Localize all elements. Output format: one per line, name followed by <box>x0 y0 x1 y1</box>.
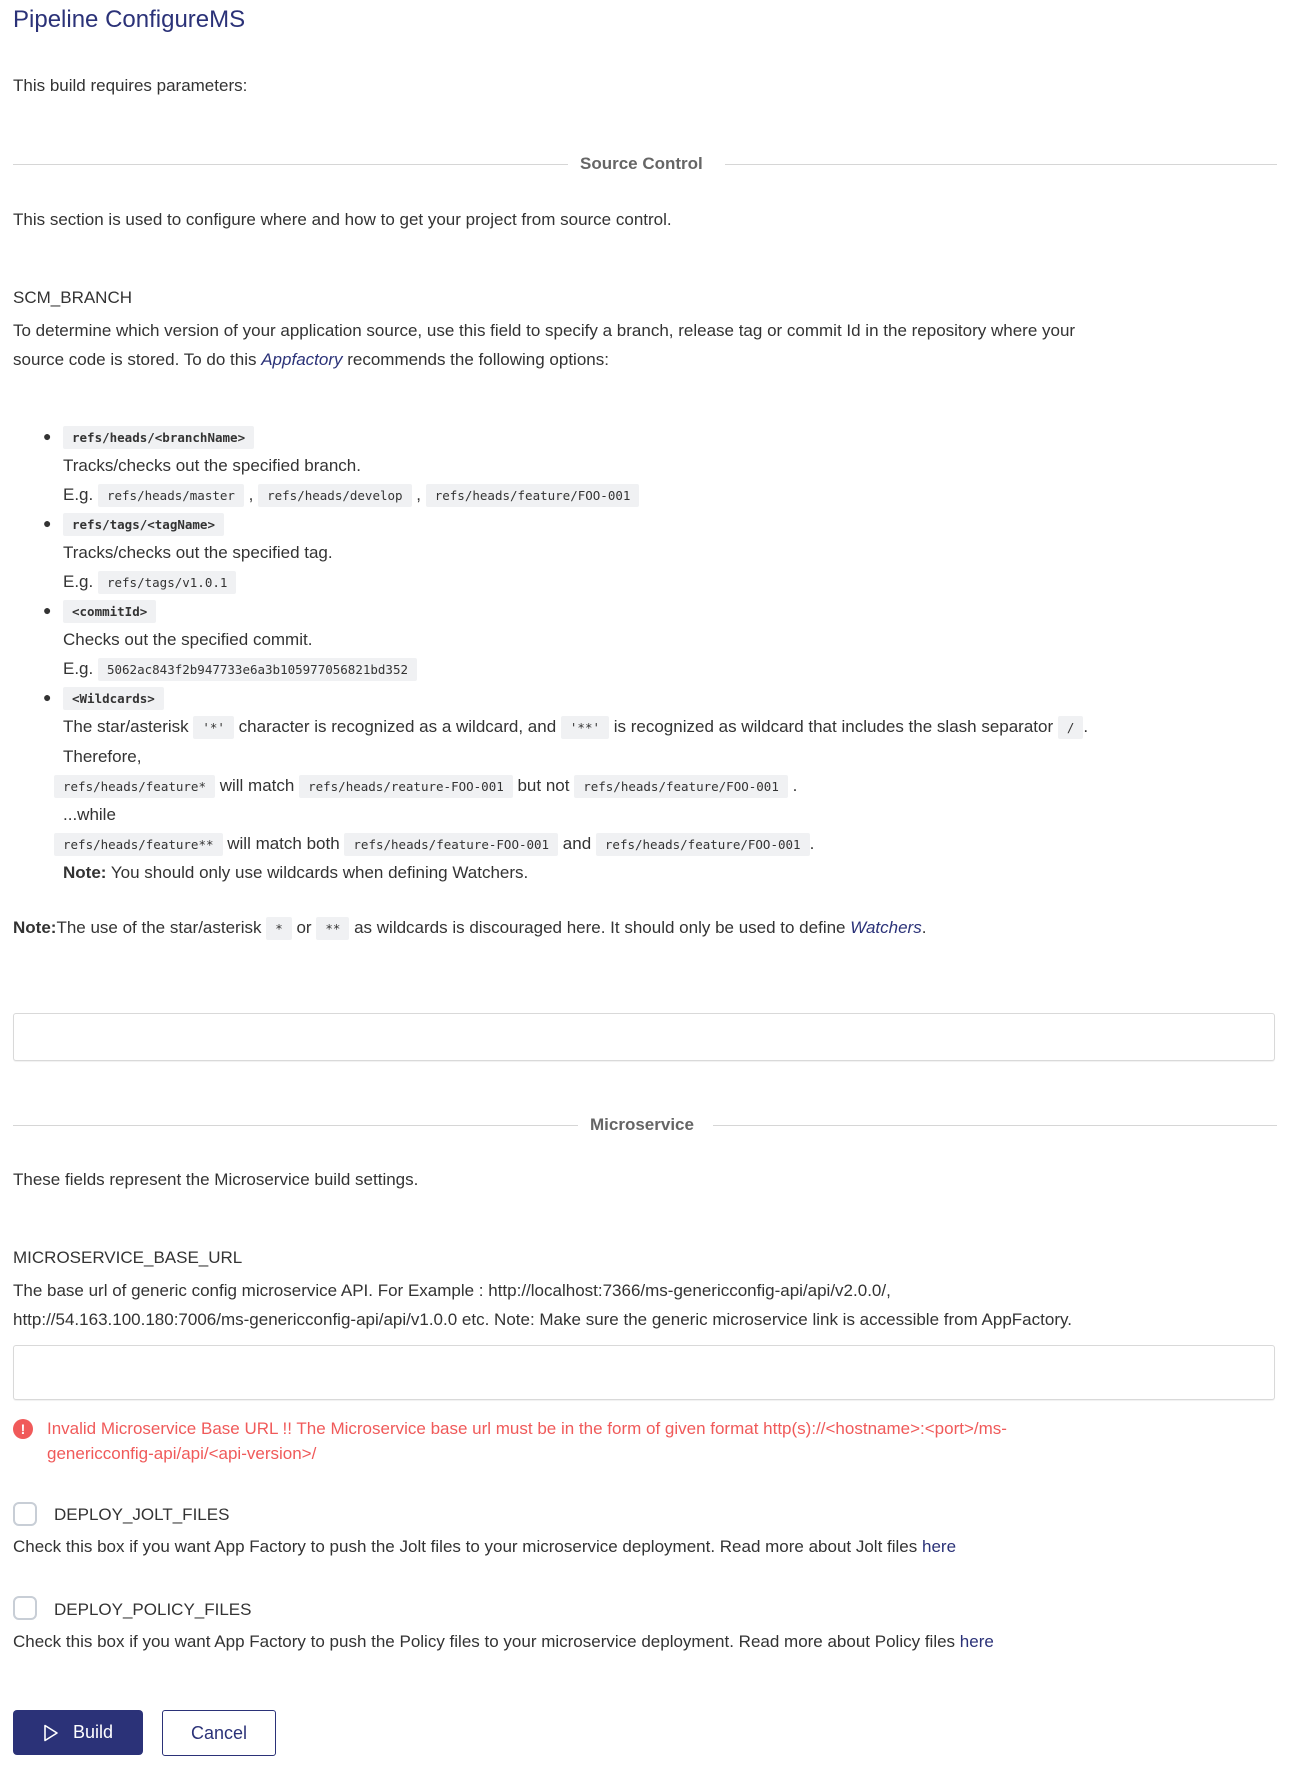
appfactory-link[interactable]: Appfactory <box>261 350 343 369</box>
text: Therefore, <box>63 747 142 766</box>
param-description <box>13 1276 1275 1334</box>
bullet: ● <box>43 515 52 531</box>
play-icon <box>43 1724 59 1742</box>
inline-code: refs/heads/feature** <box>54 833 223 856</box>
text: as wildcards is discouraged here. It should only be used to define <box>349 918 851 937</box>
text: recommends the following options: <box>342 350 609 369</box>
error-line: genericconfig-api/api/<api-version>/ <box>47 1444 317 1463</box>
checkbox-description <box>13 1537 956 1557</box>
inline-code: '**' <box>561 716 609 739</box>
list-item <box>40 596 1280 683</box>
text: Check this box if you want App Factory to push the Jolt files to your microservice deployment. Read more about Jolt files <box>13 1537 922 1556</box>
eg-label: E.g. <box>63 485 94 504</box>
text: The star/asterisk <box>63 717 194 736</box>
separator-line <box>713 1125 1277 1126</box>
text: or <box>291 918 317 937</box>
text: . <box>921 918 927 937</box>
build-button[interactable] <box>13 1710 143 1755</box>
text: but not <box>512 776 575 795</box>
param-description <box>13 316 1275 374</box>
wildcard-note <box>13 918 926 938</box>
validation-error <box>13 1416 1275 1466</box>
text: . <box>1083 717 1089 736</box>
eg-label: E.g. <box>63 572 94 591</box>
inline-code: refs/heads/feature/FOO-001 <box>596 833 810 856</box>
separator-line <box>725 164 1277 165</box>
bullet: ● <box>43 602 52 618</box>
section-label: Source Control <box>568 154 715 174</box>
inline-code: refs/heads/feature-FOO-001 <box>344 833 558 856</box>
text: will match both <box>222 834 345 853</box>
bullet: ● <box>43 428 52 444</box>
text: . <box>792 776 798 795</box>
separator-line <box>13 1125 578 1126</box>
inline-code: refs/heads/reature-FOO-001 <box>299 775 513 798</box>
checkbox-label: DEPLOY_JOLT_FILES <box>54 1505 230 1524</box>
example-code: refs/tags/v1.0.1 <box>98 571 236 594</box>
note-label: Note: <box>13 918 57 937</box>
inline-code: refs/heads/feature* <box>54 775 215 798</box>
note-label: Note: <box>63 863 107 882</box>
build-label: Build <box>72 1722 114 1742</box>
bullet: ● <box>43 689 52 705</box>
error-line: Invalid Microservice Base URL !! The Microservice base url must be in the form of given format http(s)://<hostname>:<port>/ms- <box>47 1419 1007 1438</box>
inline-code: refs/heads/feature/FOO-001 <box>574 775 788 798</box>
option-code: refs/tags/<tagName> <box>63 513 224 536</box>
option-code: <commitId> <box>63 600 156 623</box>
section-separator-microservice <box>13 1115 1277 1135</box>
section-description: This section is used to configure where and how to get your project from source control. <box>13 210 672 229</box>
inline-code: '*' <box>193 716 234 739</box>
section-label: Microservice <box>578 1115 706 1135</box>
cancel-button[interactable]: Cancel <box>162 1710 276 1756</box>
text: ...while <box>63 805 116 824</box>
eg-label: E.g. <box>63 659 94 678</box>
inline-code: ** <box>316 917 349 940</box>
section-description: These fields represent the Microservice build settings. <box>13 1170 419 1189</box>
inline-code: / <box>1058 716 1084 739</box>
list-item <box>40 509 1280 596</box>
text: character is recognized as a wildcard, and <box>233 717 561 736</box>
text: Check this box if you want App Factory to push the Policy files to your microservice deployment. Read more about Policy files <box>13 1632 960 1651</box>
text: and <box>558 834 596 853</box>
error-icon: ! <box>13 1419 33 1439</box>
text: The use of the star/asterisk <box>56 918 267 937</box>
example-code: 5062ac843f2b947733e6a3b105977056821bd352 <box>98 658 417 681</box>
list-item: ● refs/heads/<branchName> Tracks/checks out the specified branch. E.g. refs/heads/master , refs/heads/develop , refs/heads/feature/FOO-001 <box>40 422 1280 509</box>
description-line <box>13 345 1275 374</box>
text: will match <box>215 776 300 795</box>
scm-branch-input[interactable] <box>14 1014 1274 1060</box>
option-desc: Tracks/checks out the specified branch. <box>63 456 361 475</box>
watchers-link[interactable]: Watchers <box>850 918 922 937</box>
microservice-base-url-input-wrapper <box>13 1345 1275 1400</box>
option-desc: Tracks/checks out the specified tag. <box>63 543 333 562</box>
text: . <box>809 834 815 853</box>
jolt-files-link[interactable]: here <box>922 1537 957 1556</box>
policy-files-link[interactable]: here <box>959 1632 994 1651</box>
note-text: You should only use wildcards when defining Watchers. <box>106 863 529 882</box>
option-code: refs/heads/<branchName> <box>63 426 254 449</box>
example-code: refs/heads/develop <box>258 484 411 507</box>
scm-branch-input-wrapper <box>13 1013 1275 1061</box>
text: is recognized as wildcard that includes the slash separator <box>609 717 1058 736</box>
checkbox-description <box>13 1632 994 1652</box>
list-item <box>40 683 1280 887</box>
checkbox-label: DEPLOY_POLICY_FILES <box>54 1600 252 1619</box>
intro-text: This build requires parameters: <box>13 76 248 95</box>
microservice-base-url-input[interactable] <box>14 1346 1274 1399</box>
description-line: http://54.163.100.180:7006/ms-genericconfig-api/api/v1.0.0 etc. Note: Make sure the generic microservice link is accessible from AppFactory. <box>13 1310 1072 1329</box>
text: source code is stored. To do this <box>13 350 262 369</box>
param-name-scm-branch: SCM_BRANCH <box>13 288 133 307</box>
page-title: Pipeline ConfigureMS <box>13 6 246 33</box>
description-line: The base url of generic config microservice API. For Example : http://localhost:7366/ms-genericconfig-api/api/v2.0.0/, <box>13 1281 891 1300</box>
deploy-policy-files-checkbox[interactable] <box>13 1596 37 1620</box>
option-desc: Checks out the specified commit. <box>63 630 313 649</box>
section-separator-source-control <box>13 154 1277 174</box>
separator-line <box>13 164 568 165</box>
param-name-microservice-base-url: MICROSERVICE_BASE_URL <box>13 1248 243 1267</box>
deploy-jolt-files-checkbox[interactable] <box>13 1502 37 1526</box>
example-code: refs/heads/feature/FOO-001 <box>426 484 640 507</box>
options-list <box>40 422 1280 887</box>
option-code: <Wildcards> <box>63 687 164 710</box>
example-code: refs/heads/master <box>98 484 244 507</box>
inline-code: * <box>266 917 292 940</box>
description-line: To determine which version of your application source, use this field to specify a branch, release tag or commit Id in the repository where your <box>13 321 1076 340</box>
